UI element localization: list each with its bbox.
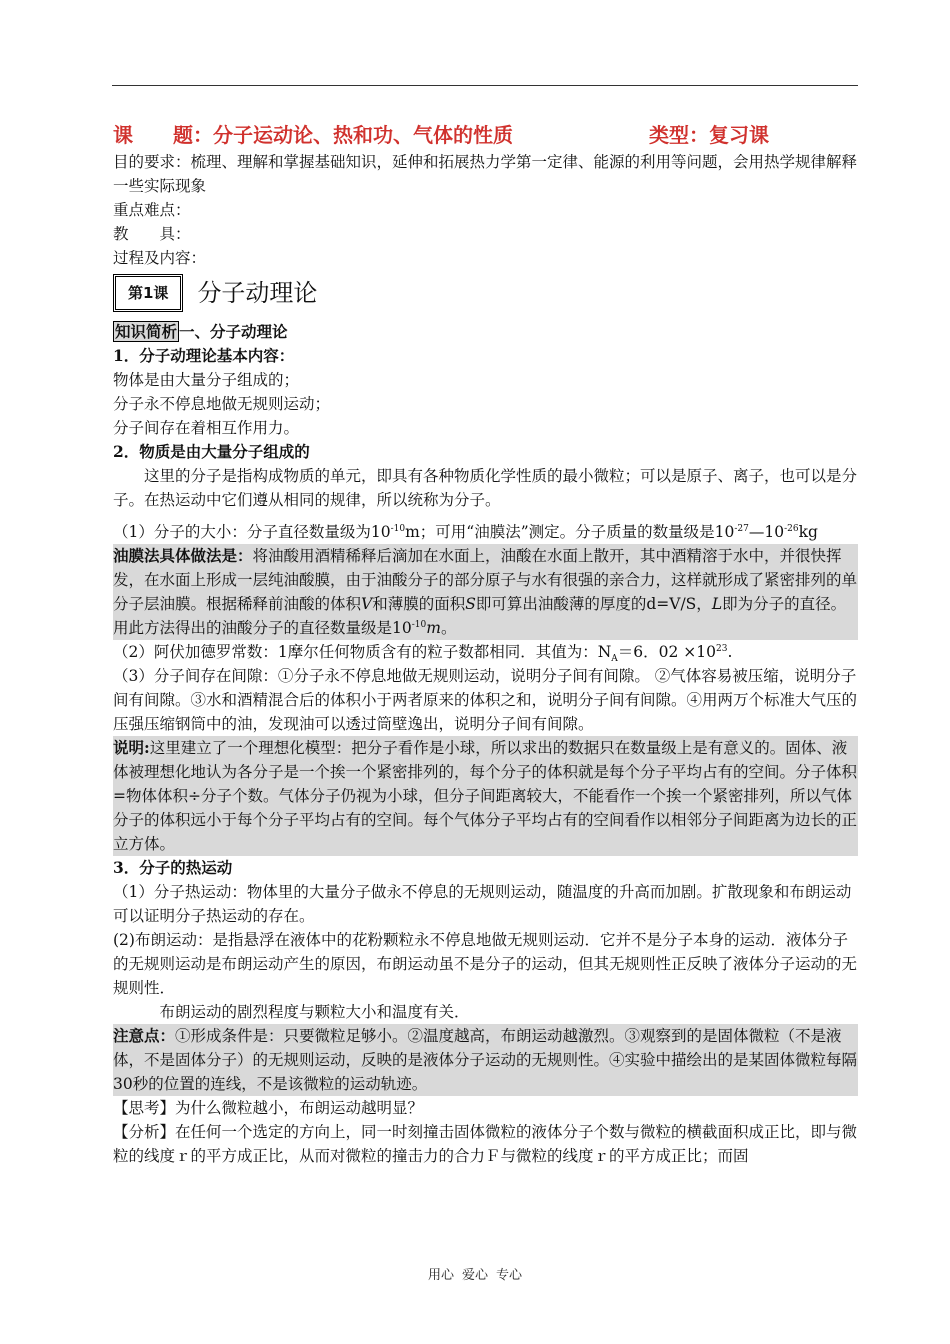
s1-line-3: 分子间存在着相互作用力。: [113, 419, 300, 437]
page-footer: 用心 爱心 专心: [427, 1268, 523, 1283]
process-line: 过程及内容：: [113, 249, 207, 267]
s1-line-1: 物体是由大量分子组成的；: [113, 371, 300, 389]
knowledge-tag: 知识简析: [115, 322, 178, 341]
subheading-2: 2．物质是由大量分子组成的: [113, 442, 310, 461]
avogadro-paragraph: （2）阿伏加德罗常数：1摩尔任何物质含有的粒子数都相同．其值为：$N_A=6$．$02 \times 10^{23}$.: [113, 643, 733, 665]
attention-paragraph: 注意点：①形成条件是：只要微粒足够小。②温度越高，布朗运动越激烈。③观察到的是固体微粒（不是液体，不是固体分子）的无规则运动，反映的是液体分子运动的无规则性。④实验中描绘出的是某固体微粒每隔30秒的位置的连线，不是该微粒的运动轨迹。: [113, 1024, 858, 1096]
course-title: 课 题：分子运动论、热和功、气体的性质: [113, 123, 513, 147]
analysis-paragraph: 【分析】在任何一个选定的方向上，同一时刻撞击固体微粒的液体分子个数与微粒的横截面积成正比，即与微粒的线度ｒ的平方成正比，从而对微粒的撞击力的合力Ｆ与微粒的线度ｒ的平方成正比；而固: [113, 1123, 858, 1165]
key-points-line: 重点难点：: [113, 201, 191, 219]
subheading-1: 1．分子动理论基本内容：: [113, 346, 295, 365]
header-rule: [112, 85, 858, 86]
thermal-motion-paragraph: （1）分子热运动：物体里的大量分子做永不停息的无规则运动，随温度的升高而加剧。扩散现象和布朗运动可以证明分子热运动的存在。: [113, 883, 852, 925]
s2-paragraph: 这里的分子是指构成物质的单元，即具有各种物质化学性质的最小微粒；可以是原子、离子，也可以是分子。在热运动中它们遵从相同的规律，所以统称为分子。: [113, 467, 858, 509]
lesson-number-box: 第1课: [113, 274, 183, 312]
think-paragraph: 【思考】为什么微粒越小，布朗运动越明显？: [113, 1099, 424, 1117]
document-body: [113, 120, 858, 1168]
size-paragraph: （1）分子的大小：分子直径数量级为$10^{-10}m$；可用“油膜法”测定。分子质量的数量级是$10^{-27}—10^{-26}kg$: [113, 523, 818, 541]
subheading-3: 3．分子的热运动: [113, 858, 233, 877]
note-paragraph: 说明:这里建立了一个理想化模型：把分子看作是小球，所以求出的数据只在数量级上是有意义的。固体、液体被理想化地认为各分子是一个挨一个紧密排列的，每个分子的体积就是每个分子平均占有的空间。分子体积=物体体积÷分子个数。气体分子仍视为小球，但分子间距离较大，不能看作一个挨一个紧密排列，所以气体分子的体积远小于每个分子平均占有的空间。每个气体分子平均占有的空间看作以相邻分子间距离为边长的正立方体。: [113, 736, 858, 856]
oil-film-paragraph: 油膜法具体做法是：将油酸用酒精稀释后滴加在水面上，油酸在水面上散开，其中酒精溶于水中，并很快挥发，在水面上形成一层纯油酸膜，由于油酸分子的部分原子与水有很强的亲合力，这样就形成了紧密排列的单分子层油膜。根据稀释前油酸的体积V和薄膜的面积S即可算出油酸薄的厚度的d=V/S，L即为分子的直径。用此方法得出的油酸分子的直径数量级是$10^{-10}m$。: [113, 544, 858, 640]
tools-line: 教 具：: [113, 225, 191, 243]
course-title-row: [113, 120, 858, 150]
brownian-degree-line: 布朗运动的剧烈程度与颗粒大小和温度有关．: [159, 1003, 470, 1021]
brownian-paragraph: (2)布朗运动：是指悬浮在液体中的花粉颗粒永不停息地做无规则运动．它并不是分子本身的运动．液体分子的无规则运动是布朗运动产生的原因，布朗运动虽不是分子的运动，但其无规则性正反映了液体分子运动的无规则性．: [113, 931, 858, 997]
gap-paragraph: （3）分子间存在间隙：①分子永不停息地做无规则运动，说明分子间有间隙。 ②气体容易被压缩，说明分子间有间隙。③水和酒精混合后的体积小于两者原来的体积之和，说明分子间有间隙。④用两万个标准大气压的压强压缩钢筒中的油，发现油可以透过筒壁逸出，说明分子间有间隙。: [113, 667, 858, 733]
lesson-heading: [113, 272, 858, 314]
lesson-title: 分子动理论: [197, 279, 318, 307]
s1-line-2: 分子永不停息地做无规则运动；: [113, 395, 331, 413]
section-heading: 知识简析 一、分子动理论: [115, 322, 288, 341]
course-type: 类型：复习课: [649, 123, 769, 147]
goal-line: 目的要求：梳理、理解和掌握基础知识，延伸和拓展热力学第一定律、能源的利用等问题，会用热学规律解释一些实际现象: [113, 153, 858, 195]
